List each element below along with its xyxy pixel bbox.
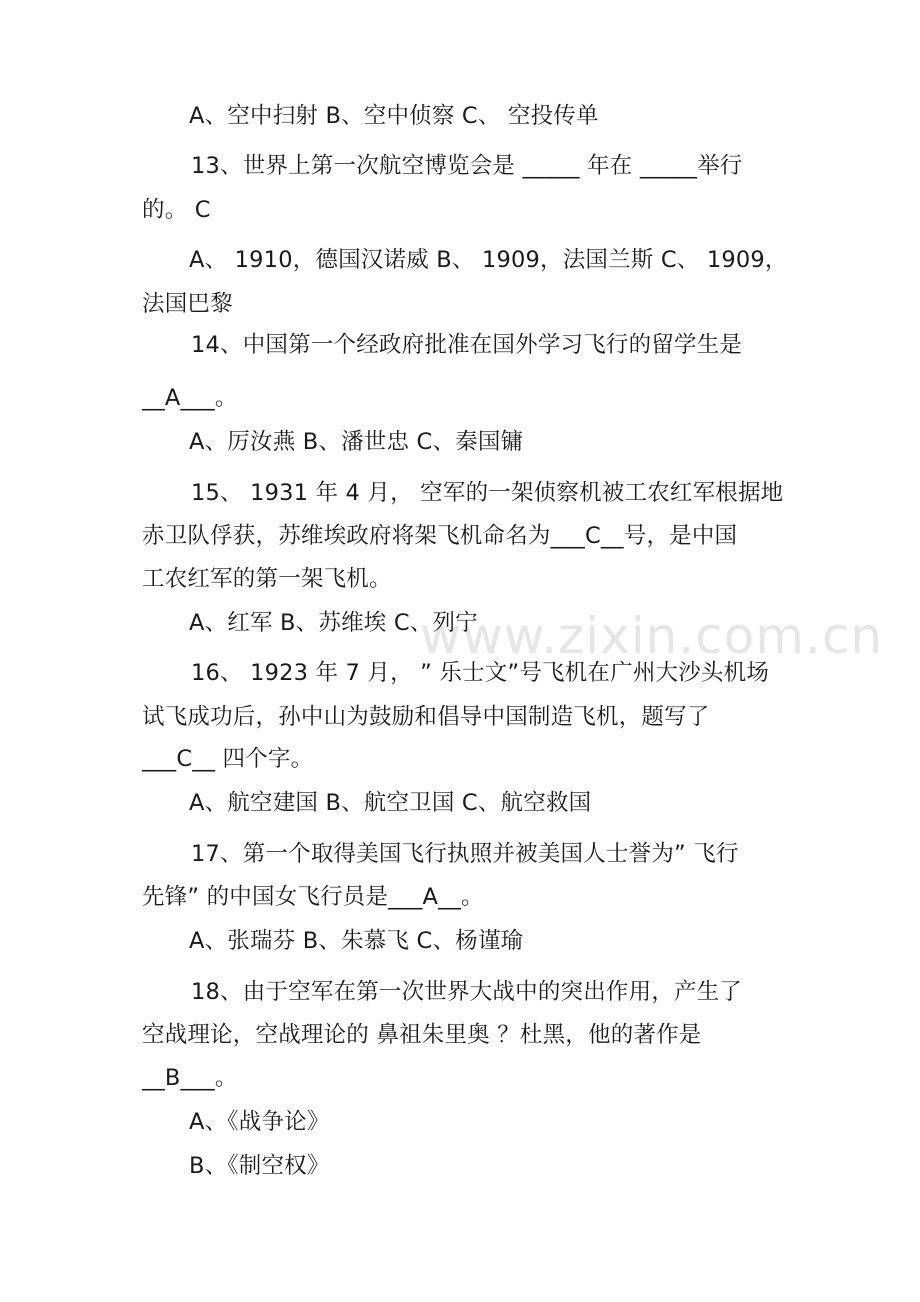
q13-stem-cont: 的。 C bbox=[142, 197, 211, 223]
q16-stem: 16、 1923 年 7 月， ” 乐士文”号飞机在广州大沙头机场 bbox=[191, 660, 770, 686]
watermark: www.zixin.com.cn bbox=[420, 607, 884, 665]
q18-stem: 18、由于空军在第一次世界大战中的突出作用，产生了 bbox=[191, 979, 743, 1005]
q18-stem-cont2: __B___。 bbox=[142, 1065, 238, 1091]
q15-stem: 15、 1931 年 4 月， 空军的一架侦察机被工农红军根据地 bbox=[191, 480, 784, 506]
q16-options: A、航空建国 B、航空卫国 C、航空救国 bbox=[189, 790, 592, 816]
q14-options: A、厉汝燕 B、潘世忠 C、秦国镛 bbox=[189, 429, 524, 455]
q13-stem: 13、世界上第一次航空博览会是 _____ 年在 _____举行 bbox=[191, 153, 743, 179]
q17-options: A、张瑞芬 B、朱慕飞 C、杨谨瑜 bbox=[189, 928, 524, 954]
q13-options: A、 1910，德国汉诺威 B、 1909，法国兰斯 C、 1909， bbox=[189, 247, 788, 273]
q13-options-cont: 法国巴黎 bbox=[142, 291, 233, 317]
q16-stem-cont1: 试飞成功后，孙中山为鼓励和倡导中国制造飞机，题写了 bbox=[142, 704, 710, 730]
q14-stem: 14、中国第一个经政府批准在国外学习飞行的留学生是 bbox=[191, 332, 743, 358]
q17-stem: 17、第一个取得美国飞行执照并被美国人士誉为” 飞行 bbox=[191, 841, 739, 867]
q18-stem-cont1: 空战理论，空战理论的 鼻祖朱里奥 ？杜黑，他的著作是 bbox=[142, 1022, 702, 1048]
q16-stem-cont2: ___C__ 四个字。 bbox=[142, 746, 314, 772]
q18-option-a: A、《战争论》 bbox=[189, 1109, 330, 1135]
q14-stem-cont: __A___。 bbox=[142, 385, 238, 411]
q15-options: A、红军 B、苏维埃 C、列宁 bbox=[189, 610, 478, 636]
q12-options: A、空中扫射 B、空中侦察 C、 空投传单 bbox=[189, 103, 599, 129]
q18-option-b: B、《制空权》 bbox=[189, 1153, 330, 1179]
q15-stem-cont1: 赤卫队俘获，苏维埃政府将架飞机命名为___C__号，是中国 bbox=[142, 523, 738, 549]
q15-stem-cont2: 工农红军的第一架飞机。 bbox=[142, 566, 392, 592]
q17-stem-cont: 先锋” 的中国女飞行员是___A__。 bbox=[142, 884, 484, 910]
